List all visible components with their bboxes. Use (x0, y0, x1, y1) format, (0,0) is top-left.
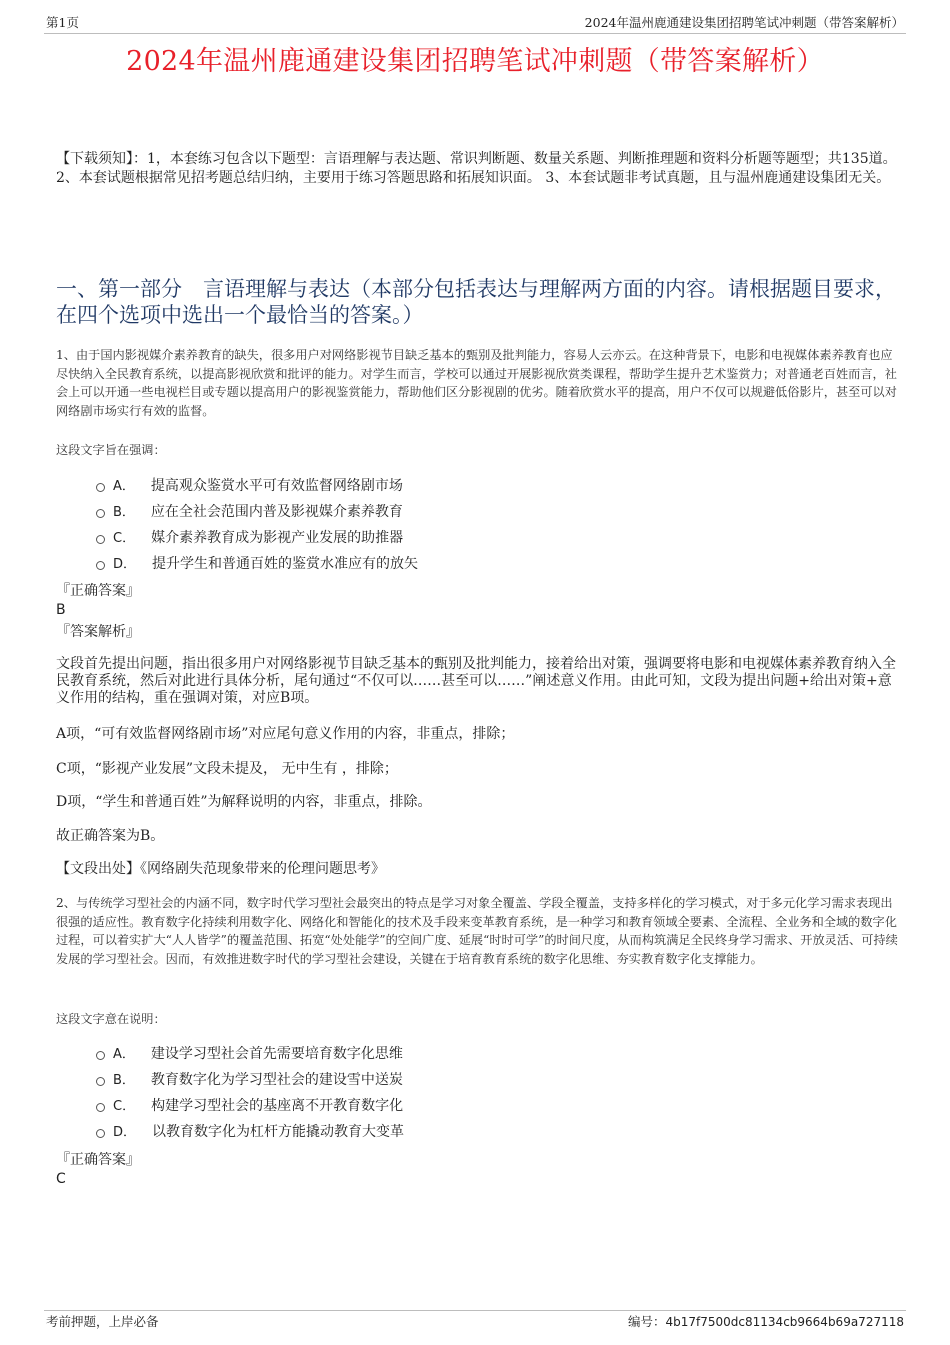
q2-answer: C (56, 1171, 66, 1187)
q1-note-a: A项，“可有效监督网络剧市场”对应尾句意义作用的内容，非重点，排除； (56, 726, 515, 742)
radio-icon[interactable] (96, 509, 105, 518)
q1-option-a[interactable]: A． 提高观众鉴赏水平可有效监督网络剧市场 (96, 477, 403, 496)
q1-analysis: 文段首先提出问题，指出很多用户对网络影视节目缺乏基本的甄别及批判能力，接着给出对策，强调要将电影和电视媒体素养教育纳入全民教育系统，然后对此进行具体分析，尾句通过“不仅可以……甚至可以……”阐述意义作用。由此可知，文段为提出问题+给出对策+意义作用的结构，重在强调对策，对应B项。 (56, 656, 896, 706)
q1-option-d[interactable]: D． 提升学生和普通百姓的鉴赏水准应有的放矢 (96, 555, 418, 574)
footer-slogan: 考前押题，上岸必备 (46, 1314, 159, 1329)
section-title: 一、第一部分 言语理解与表达（本部分包括表达与理解两方面的内容。请根据题目要求，在四个选项中选出一个最恰当的答案。） (56, 277, 896, 327)
footer-code: 编号：4b17f7500dc81134cb9664b69a727118 (628, 1314, 904, 1329)
q1-answer: B (56, 602, 66, 618)
q1-prompt: 这段文字旨在强调： (56, 443, 166, 457)
footer-divider (44, 1310, 906, 1311)
radio-icon[interactable] (96, 561, 105, 570)
q1-answer-label: 『正确答案』 (56, 583, 140, 599)
q2-option-d[interactable]: D． 以教育数字化为杠杆方能撬动教育大变革 (96, 1123, 404, 1142)
q1-stem: 1、由于国内影视媒介素养教育的缺失，很多用户对网络影视节目缺乏基本的甄别及批判能力，容易人云亦云。在这种背景下，电影和电视媒体素养教育也应尽快纳入全民教育系统，以提高影视欣赏和批评的能力。对学生而言，学校可以通过开展影视欣赏类课程，帮助学生提升艺术鉴赏力；对普通老百姓而言，社会上可以开通一些电视栏目或专题以提高用户的影视鉴赏能力，帮助他们区分影视剧的优劣。随着欣赏水平的提高，用户不仅可以规避低俗影片，甚至可以对网络剧市场实行有效的监督。 (56, 348, 897, 418)
radio-icon[interactable] (96, 1129, 105, 1138)
download-notice: 【下载须知】：1，本套练习包含以下题型：言语理解与表达题、常识判断题、数量关系题、判断推理题和资料分析题等题型；共135道。 2、本套试题根据常见招考题总结归纳，主要用于练习答题思路和拓展知识面。 3、本套试题非考试真题，且与温州鹿通建设集团无关。 (56, 151, 897, 186)
radio-icon[interactable] (96, 1051, 105, 1060)
q1-option-c[interactable]: C． 媒介素养教育成为影视产业发展的助推器 (96, 529, 403, 548)
radio-icon[interactable] (96, 1077, 105, 1086)
q1-source: 【文段出处】《网络剧失范现象带来的伦理问题思考》 (56, 861, 385, 877)
q2-answer-label: 『正确答案』 (56, 1152, 140, 1168)
q1-note-c: C项，“影视产业发展”文段未提及， 无中生有 ，排除； (56, 761, 398, 777)
radio-icon[interactable] (96, 535, 105, 544)
q2-option-c[interactable]: C． 构建学习型社会的基座离不开教育数字化 (96, 1097, 403, 1116)
q1-conclusion: 故正确答案为B。 (56, 828, 165, 844)
q1-analysis-label: 『答案解析』 (56, 624, 140, 640)
q1-option-b[interactable]: B． 应在全社会范围内普及影视媒介素养教育 (96, 503, 403, 522)
radio-icon[interactable] (96, 483, 105, 492)
q2-option-a[interactable]: A． 建设学习型社会首先需要培育数字化思维 (96, 1045, 403, 1064)
header-divider (44, 33, 906, 34)
header-doc-title: 2024年温州鹿通建设集团招聘笔试冲刺题（带答案解析） (584, 15, 904, 30)
page-number: 第1页 (46, 15, 79, 30)
radio-icon[interactable] (96, 1103, 105, 1112)
document-title: 2024年温州鹿通建设集团招聘笔试冲刺题（带答案解析） (126, 46, 824, 77)
q2-prompt: 这段文字意在说明： (56, 1012, 166, 1026)
q1-note-d: D项，“学生和普通百姓”为解释说明的内容，非重点，排除。 (56, 794, 432, 810)
q2-option-b[interactable]: B． 教育数字化为学习型社会的建设雪中送炭 (96, 1071, 403, 1090)
q2-stem: 2、与传统学习型社会的内涵不同，数字时代学习型社会最突出的特点是学习对象全覆盖、学段全覆盖，支持多样化的学习模式，对于多元化学习需求表现出很强的适应性。教育数字化持续利用数字化、网络化和智能化的技术及手段来变革教育系统，是一种学习和教育领域全要素、全流程、全业务和全域的数字化过程，可以着实扩大“人人皆学”的覆盖范围、拓宽“处处能学”的空间广度、延展“时时可学”的时间尺度，从而构筑满足全民终身学习需求、开放灵活、可持续发展的学习型社会。因而，有效推进数字时代的学习型社会建设，关键在于培育教育系统的数字化思维、夯实教育数字化支撑能力。 (56, 896, 898, 966)
